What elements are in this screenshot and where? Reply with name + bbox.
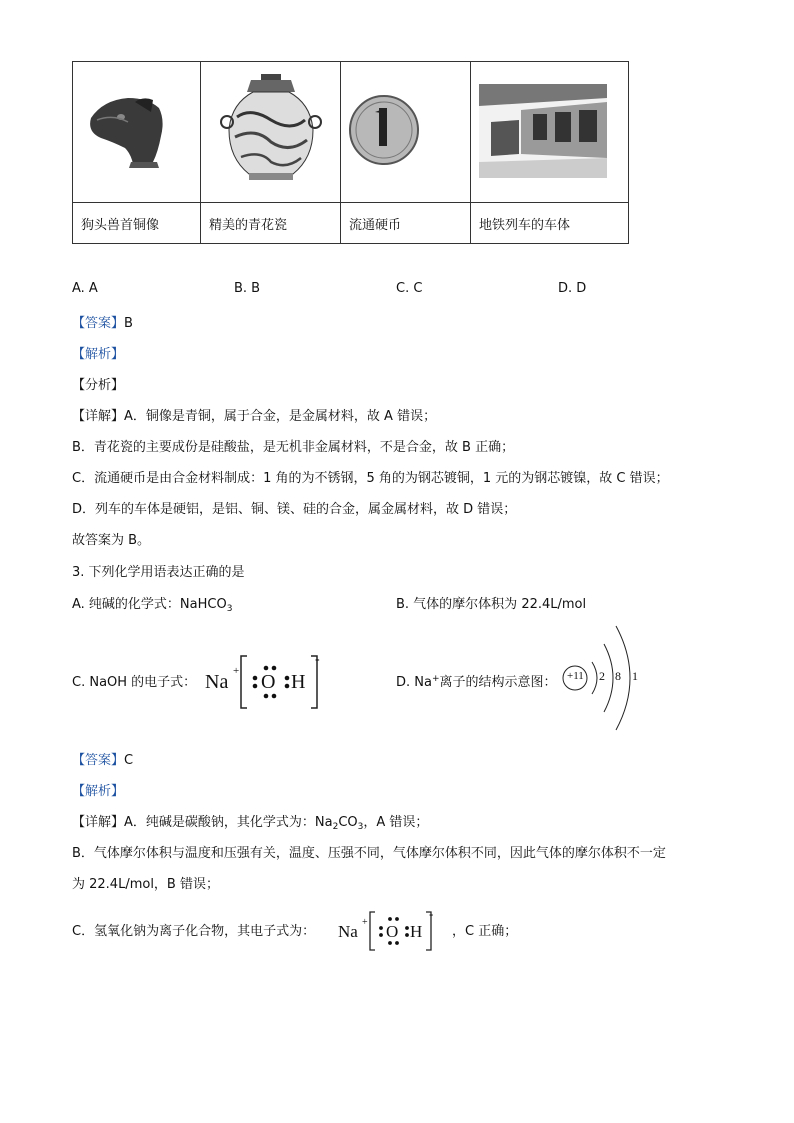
q3-option-a: A. 纯碱的化学式：NaHCO$_3$ xyxy=(72,597,233,614)
q3-detail-line-c: C．氢氧化钠为离子化合物，其电子式为： xyxy=(72,924,316,939)
q3-detail-line-b: B．气体摩尔体积与温度和压强有关，温度、压强不同，气体摩尔体积不同，因此气体的摩尔体积不一定 xyxy=(72,846,666,861)
q2-detail-line-d: D．列车的车体是硬铝，是铝、铜、镁、硅的合金，属金属材料，故 D 错误； xyxy=(72,502,517,517)
q3-jiexi-tag: 【解析】 xyxy=(72,784,125,799)
nucleus-label: +11 xyxy=(567,670,584,682)
bracket-svg-2 xyxy=(368,910,434,952)
option-c: C. C xyxy=(396,281,423,296)
q3-stem: 3. 下列化学用语表达正确的是 xyxy=(72,565,245,580)
q3-option-c: C. NaOH 的电子式： xyxy=(72,675,197,690)
answer-value: B xyxy=(124,316,133,331)
q2-fenxi-tag: 【分析】 xyxy=(72,378,125,393)
q3-option-d: D. Na+离子的结构示意图： xyxy=(396,674,557,690)
caption-coin: 流通硬币 xyxy=(341,203,471,244)
q2-detail-line-c: C．流通硬币是由合金材料制成：1 角的为不锈钢，5 角的为钢芯镀铜，1 元的为钢芯镀镍，故 C 错误； xyxy=(72,471,669,486)
shell-3-count: 1 xyxy=(632,669,638,683)
q3-detail-line-b-cont: 为 22.4L/mol，B 错误； xyxy=(72,877,219,892)
q2-conclusion: 故答案为 B。 xyxy=(72,533,151,548)
bracket-svg xyxy=(239,654,321,710)
dog-head-bronze-image xyxy=(73,62,201,203)
option-d: D. D xyxy=(558,281,587,296)
shell-2-count: 8 xyxy=(615,669,621,683)
q2-answer xyxy=(72,312,133,331)
coin-image xyxy=(341,62,471,203)
q2-detail-line-a: 【详解】A．铜像是青铜，属于合金，是金属材料，故 A 错误； xyxy=(72,409,437,424)
q3-detail-line-a: 【详解】A．纯碱是碳酸钠，其化学式为：$Na_2CO_3$，A 错误； xyxy=(72,815,429,832)
option-a: A. A xyxy=(72,281,98,296)
q3-answer: 【答案】C xyxy=(72,753,134,768)
caption-subway: 地铁列车的车体 xyxy=(471,203,629,244)
blue-white-porcelain-image xyxy=(201,62,341,203)
shell-1-count: 2 xyxy=(599,669,605,683)
q3-detail-line-c-end: ，C 正确； xyxy=(452,924,518,939)
caption-dog-head: 狗头兽首铜像 xyxy=(73,203,201,244)
answer-tag: 【答案】 xyxy=(72,316,125,331)
image-table xyxy=(72,61,629,244)
caption-porcelain: 精美的青花瓷 xyxy=(201,203,341,244)
subway-train-image xyxy=(471,62,629,203)
q3-option-b: B. 气体的摩尔体积为 22.4L/mol xyxy=(396,597,587,612)
option-b: B. B xyxy=(234,281,261,296)
q2-jiexi-tag: 【解析】 xyxy=(72,347,125,362)
q2-detail-line-b: B．青花瓷的主要成份是硅酸盐，是无机非金属材料，不是合金，故 B 正确； xyxy=(72,440,515,455)
detail-tag: 【详解】 xyxy=(72,409,125,424)
